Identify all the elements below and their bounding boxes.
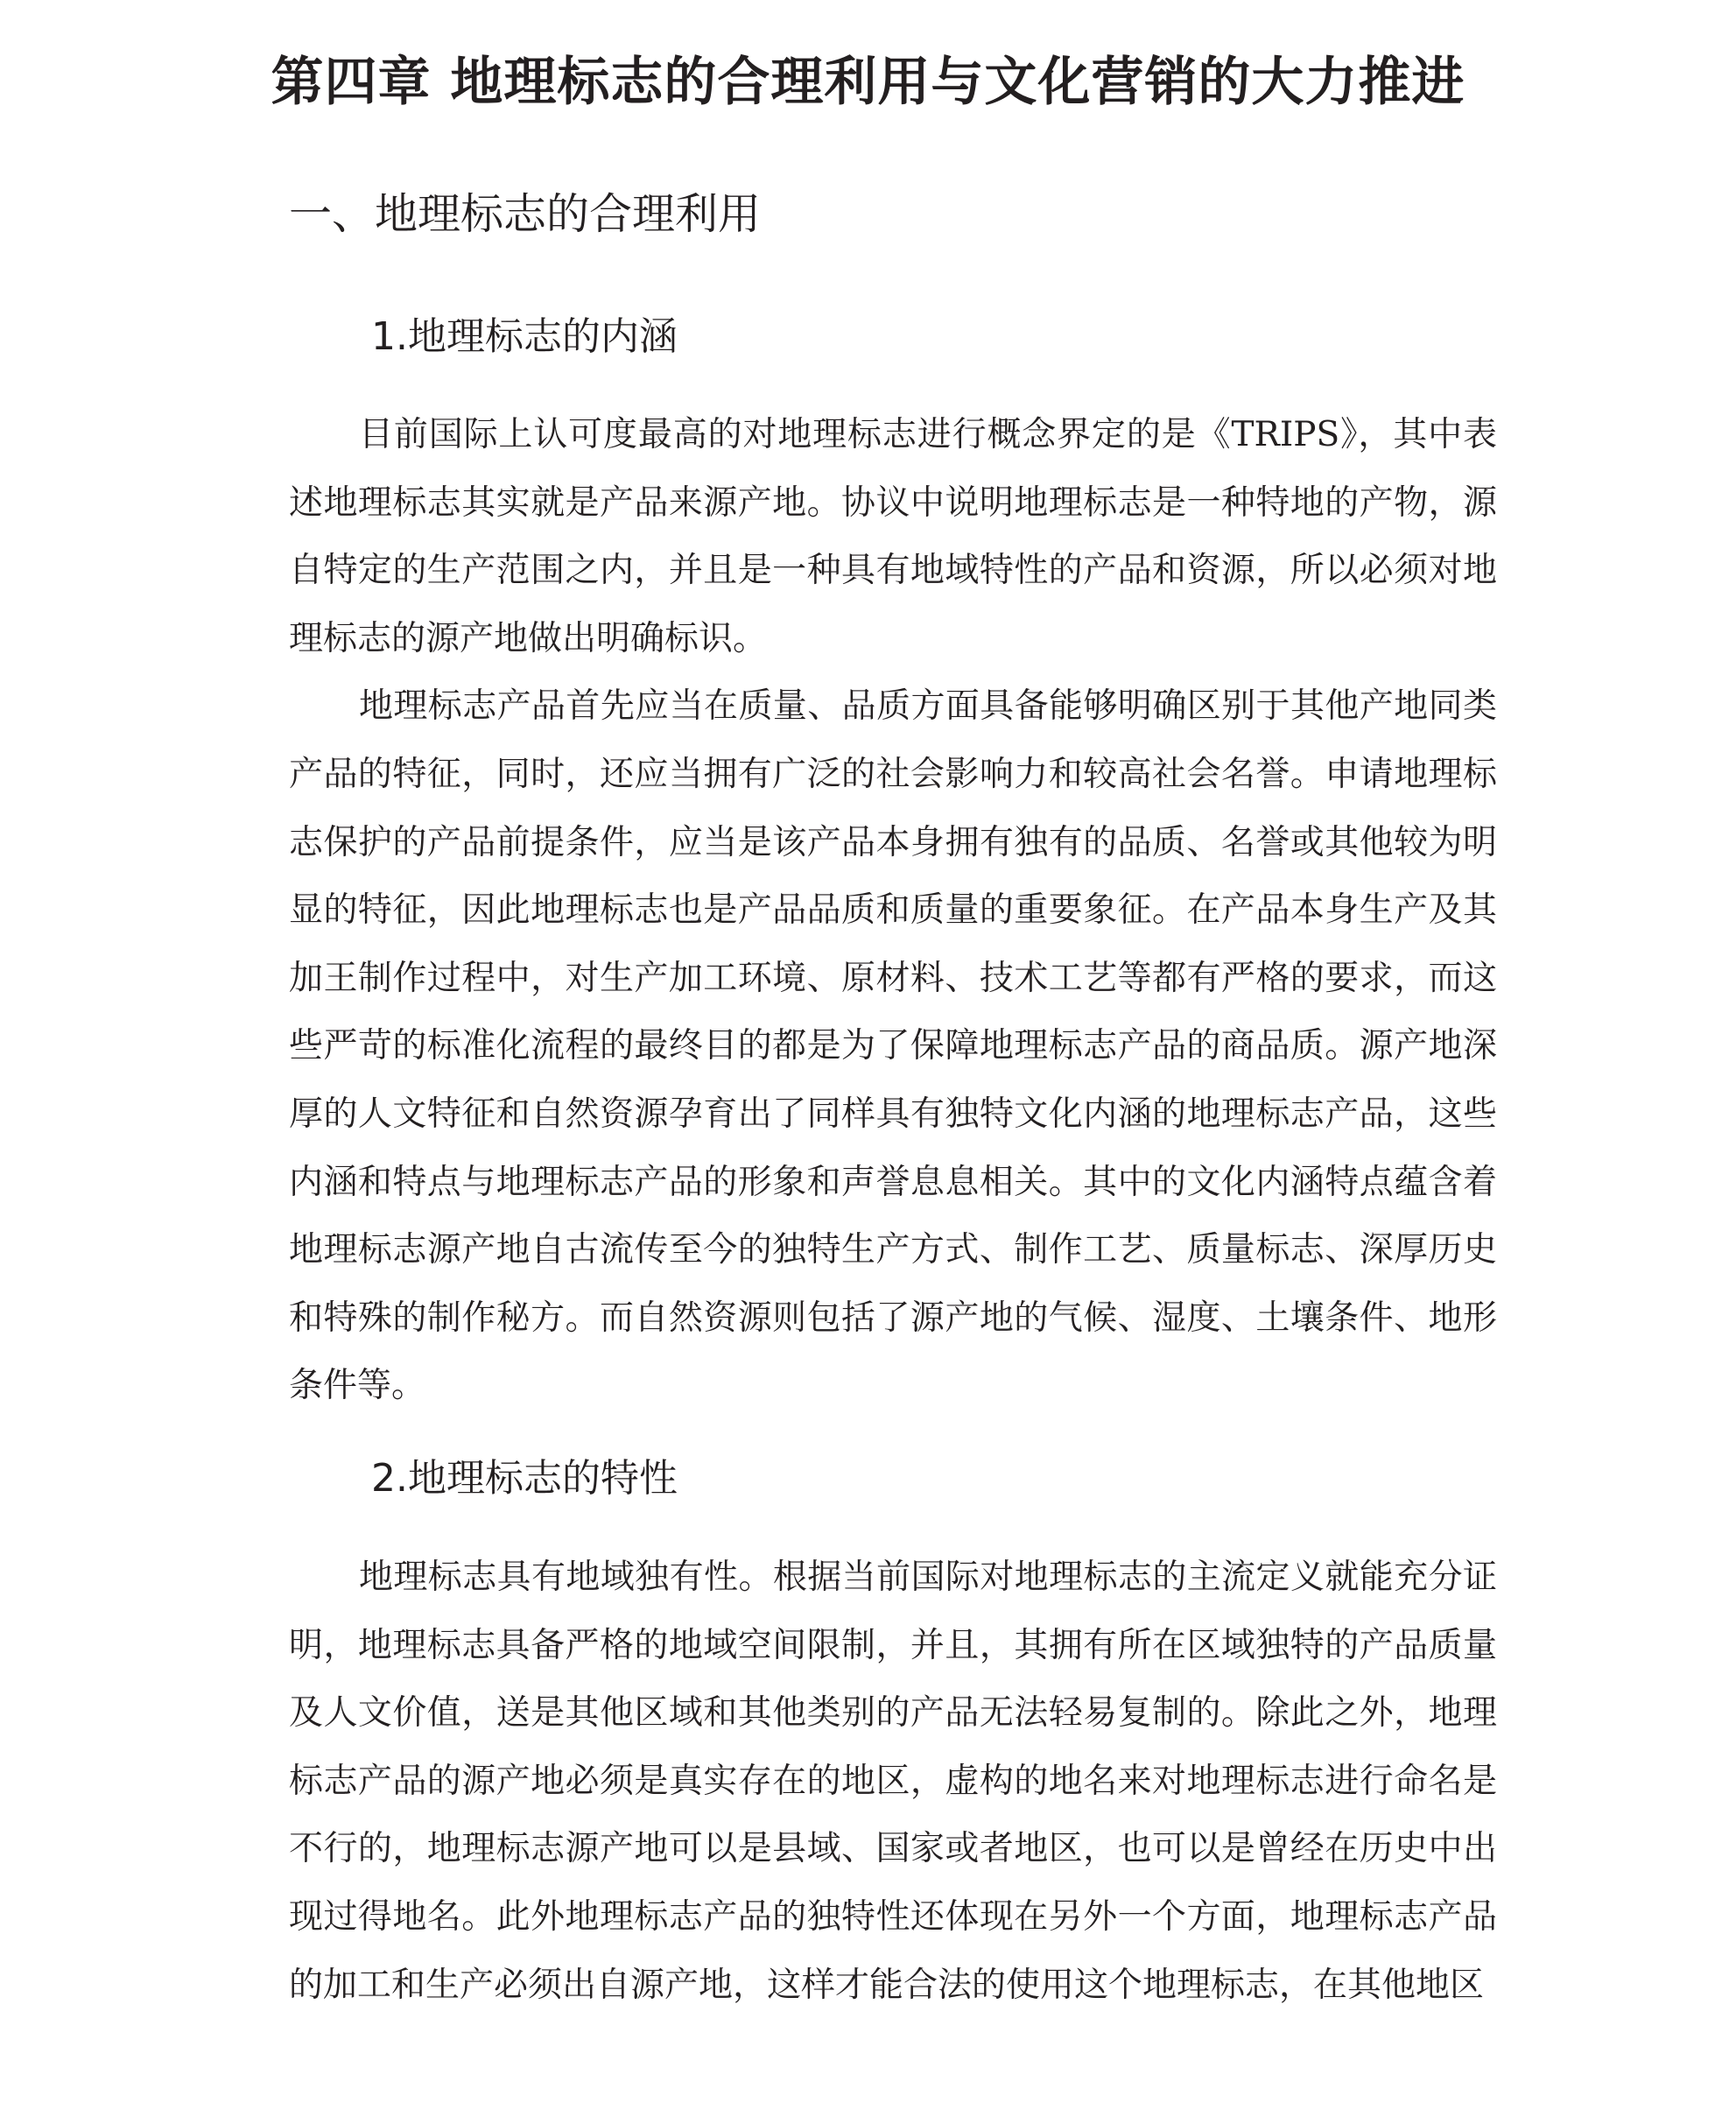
subsection-title-characteristics: 2.地理标志的特性 — [371, 1456, 678, 1501]
chapter-title: 第四章 地理标志的合理利用与文化营销的大力推进 — [271, 52, 1465, 113]
paragraph: 目前国际上认可度最高的对地理标志进行概念界定的是《TRIPS》，其中表述地理标志其实就是产品来源产地。协议中说明地理标志是一种特地的产物，源自特定的生产范围之内，并且是一种具有地域特性的产品和资源，所以必须对地理标志的源产地做出明确标识。 — [289, 415, 1497, 658]
subsection-title-connotation: 1.地理标志的内涵 — [371, 314, 678, 359]
section-title: 一、地理标志的合理利用 — [289, 189, 762, 239]
paragraph: 地理标志具有地域独有性。根据当前国际对地理标志的主流定义就能充分证明，地理标志具备严格的地域空间限制，并且，其拥有所在区域独特的产品质量及人文价值，送是其他区域和其他类别的产品无法轻易复制的。除此之外，地理标志产品的源产地必须是真实存在的地区，虚构的地名来对地理标志进行命名是不行的，地理标志源产地可以是县域、国家或者地区，也可以是曾经在历史中出现过得地名。此外地理标志产品的独特性还体现在另外一个方面，地理标志产品的加工和生产必须出自源产地，这样才能合法的使用这个地理标志，在其他地区 — [289, 1558, 1497, 2005]
paragraph: 地理标志产品首先应当在质量、品质方面具备能够明确区别于其他产地同类产品的特征，同时，还应当拥有广泛的社会影响力和较高社会名誉。申请地理标志保护的产品前提条件，应当是该产品本身拥有独有的品质、名誉或其他较为明显的特征，因此地理标志也是产品品质和质量的重要象征。在产品本身生产及其加王制作过程中，对生产加工环境、原材料、技术工艺等都有严格的要求，而这些严苛的标准化流程的最终目的都是为了保障地理标志产品的商品质。源产地深厚的人文特征和自然资源孕育出了同样具有独特文化内涵的地理标志产品，这些内涵和特点与地理标志产品的形象和声誉息息相关。其中的文化内涵特点蕴含着地理标志源产地自古流传至今的独特生产方式、制作工艺、质量标志、深厚历史和特殊的制作秘方。而自然资源则包括了源产地的气候、湿度、土壤条件、地形条件等。 — [289, 686, 1497, 1406]
subsection-body-connotation — [289, 401, 1497, 1420]
subsection-body-characteristics — [289, 1544, 1497, 2019]
